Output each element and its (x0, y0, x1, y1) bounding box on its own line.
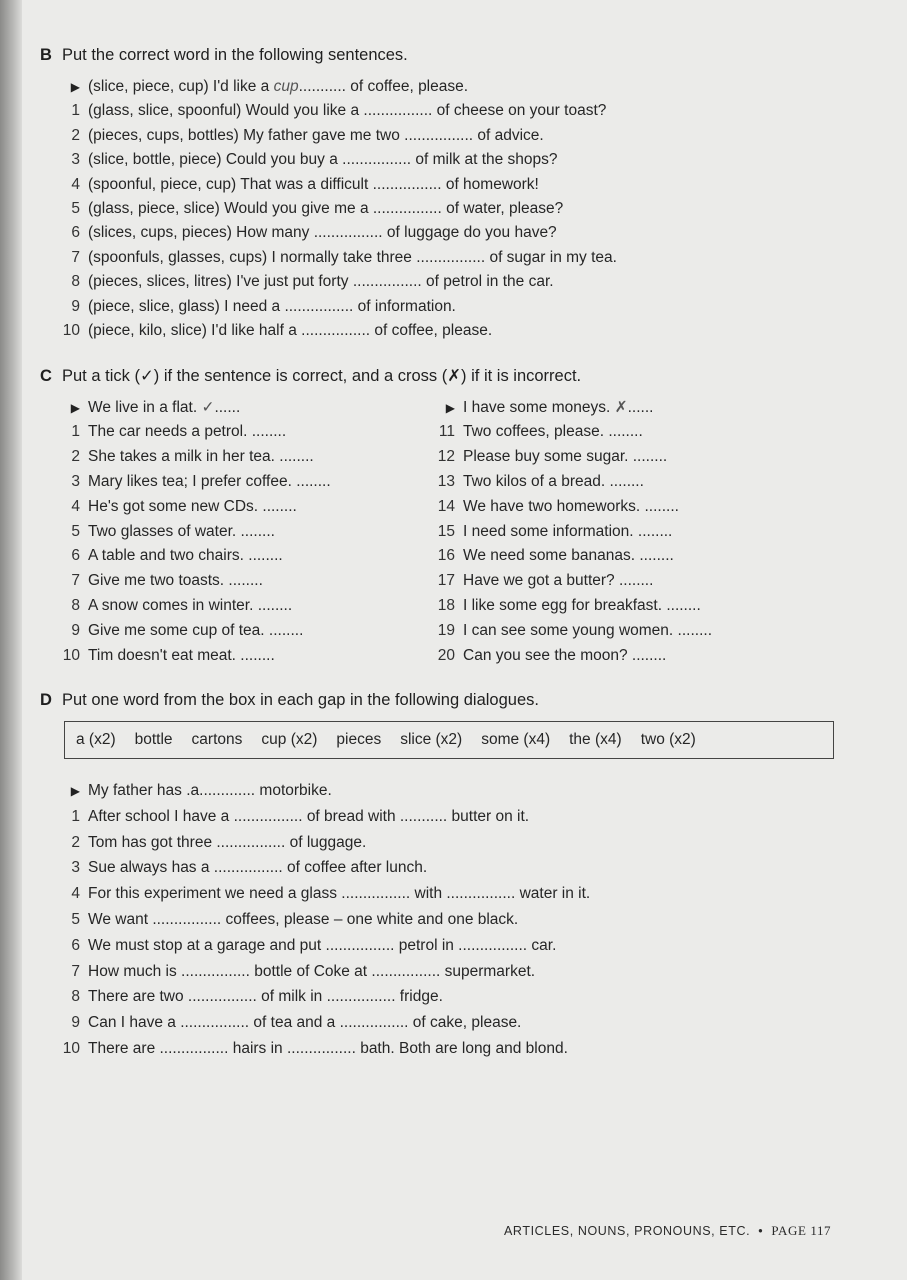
page-number: PAGE 117 (771, 1223, 832, 1238)
item-number: 6 (71, 547, 80, 565)
item-number: 13 (437, 472, 455, 490)
answer-gap: ........ (248, 547, 283, 565)
statement-text: Give me some cup of tea. (88, 622, 269, 640)
box-word: a (x2) (76, 731, 116, 748)
example-statement (433, 398, 653, 417)
statement-item (433, 597, 701, 615)
cross-mark-icon: ✗ (614, 399, 628, 416)
statement-text: Two glasses of water. (88, 522, 241, 540)
dialogue-text: For this experiment we need a glass ................ with ................ water in it. (88, 885, 591, 903)
sentence-rest: of cheese on your toast? (432, 102, 607, 120)
dialogue-item (58, 911, 518, 929)
statement-text: She takes a milk in her tea. (88, 447, 280, 465)
statement-item (58, 622, 303, 640)
box-word: some (x4) (481, 731, 551, 748)
item-number: 3 (71, 151, 80, 169)
answer-gap: ........ (228, 572, 263, 590)
item-number: 14 (437, 497, 455, 515)
dialogue-item (58, 808, 529, 826)
answer-gap: ................ (416, 248, 486, 266)
answer-gap: ........ (639, 547, 674, 565)
dialogue-text: Tom has got three ................ of luggage. (88, 833, 367, 851)
answer-gap: ................ (301, 322, 371, 339)
dialogue-text: Sue always has a ................ of coffee after lunch. (88, 859, 428, 877)
item-number: 1 (71, 102, 80, 120)
statement-text: We have two homeworks. (463, 497, 645, 515)
answer-gap: ................ (372, 175, 442, 193)
sentence-text: (slice, piece, cup) I'd like a (88, 78, 274, 95)
sentence-text: (piece, slice, glass) I need a (88, 297, 285, 315)
item-number: 2 (71, 447, 80, 465)
item-number: 20 (437, 647, 455, 664)
answer-gap: ........ (240, 647, 275, 664)
workbook-page (22, 0, 907, 1280)
exercise-sentence (58, 151, 558, 169)
section-b-letter: B (40, 46, 52, 64)
example-arrow-icon: ▶ (445, 401, 455, 415)
dialogue-text: How much is ................ bottle of Coke at ................ supermarket. (88, 962, 536, 980)
exercise-sentence (58, 224, 557, 242)
box-word: bottle (134, 731, 173, 748)
statement-item (433, 572, 653, 590)
answer-gap: ........ (631, 647, 667, 664)
section-c-title: Put a tick (✓) if the sentence is correct, and a cross (✗) if it is incorrect. (62, 367, 582, 385)
exercise-sentence (58, 176, 539, 194)
sentence-rest: of milk at the shops? (411, 151, 558, 169)
dialogue-item (58, 1014, 521, 1032)
item-number: 3 (71, 472, 80, 490)
dialogue-text: We must stop at a garage and put ................ petrol in ................ car. (88, 936, 557, 954)
sentence-text: (glass, slice, spoonful) Would you like a (88, 102, 364, 120)
item-number: 1 (71, 422, 80, 440)
sentence-rest: of homework! (441, 175, 539, 193)
statement-item (433, 622, 712, 640)
statement-item (58, 597, 292, 615)
item-number: 10 (62, 1040, 80, 1057)
box-word: slice (x2) (400, 731, 463, 748)
answer-gap: ........... (298, 78, 346, 95)
statement-text: I need some information. (463, 522, 638, 540)
statement-item (433, 523, 672, 541)
sentence-rest: of information. (353, 297, 456, 315)
answer-gap: ........ (257, 597, 293, 615)
dialogue-text: After school I have a ................ of bread with ........... butter on it. (88, 807, 530, 825)
item-number: 15 (437, 522, 455, 540)
item-number: 9 (71, 297, 80, 315)
statement-item (433, 473, 644, 491)
exercise-sentence (58, 298, 456, 316)
example-arrow-icon: ▶ (70, 784, 80, 798)
answer-gap: ........ (268, 622, 304, 640)
sentence-rest: of coffee, please. (370, 322, 493, 339)
item-number: 3 (71, 859, 80, 877)
sentence-rest: of advice. (473, 126, 544, 144)
sentence-text: (spoonful, piece, cup) That was a difficult (88, 175, 373, 193)
answer-gap: ........ (296, 472, 331, 490)
statement-item (58, 448, 314, 466)
box-word: cup (x2) (261, 731, 318, 748)
item-number: 5 (71, 200, 80, 217)
item-number: 4 (71, 497, 80, 515)
statement-text: Give me two toasts. (88, 572, 229, 590)
statement-item (58, 473, 331, 491)
item-number: 12 (437, 447, 455, 465)
sentence-text: (pieces, slices, litres) I've just put forty (88, 273, 353, 291)
sentence-text: (piece, kilo, slice) I'd like half a (88, 322, 302, 339)
exercise-sentence (58, 249, 617, 267)
item-number: 1 (71, 807, 80, 825)
example-statement (58, 398, 240, 417)
item-number: 4 (71, 885, 80, 903)
sentence-rest: of coffee, please. (345, 78, 469, 95)
answer-gap: ................ (284, 297, 354, 315)
dialogue-text: There are ................ hairs in ................ bath. Both are long and blond. (88, 1040, 568, 1057)
statement-item (433, 547, 674, 565)
statement-item (58, 423, 286, 441)
item-number: 6 (71, 224, 80, 242)
item-number: 5 (71, 522, 80, 540)
item-number: 10 (62, 647, 80, 664)
dialogue-item (58, 937, 556, 955)
item-number: 8 (71, 988, 80, 1006)
dialogue-text: My father has .a............. motorbike. (88, 782, 332, 799)
handwritten-answer: cup (273, 78, 299, 95)
statement-text: Have we got a butter? (463, 572, 619, 590)
statement-item (433, 423, 643, 441)
answer-gap: ........ (677, 622, 712, 640)
dialogue-text: Can I have a ................ of tea and a ................ of cake, please. (88, 1014, 522, 1032)
answer-gap: ........ (609, 472, 644, 490)
answer-gap: ........ (632, 447, 668, 465)
statement-item (58, 523, 275, 541)
answer-gap: ................ (404, 126, 474, 144)
sentence-text: (slice, bottle, piece) Could you buy a (88, 151, 343, 169)
answer-gap: ................ (313, 224, 383, 242)
example-sentence (58, 78, 468, 96)
answer-gap: ...... (214, 399, 241, 416)
statement-text: Please buy some sugar. (463, 447, 633, 465)
item-number: 11 (438, 422, 455, 440)
sentence-text: (slices, cups, pieces) How many (88, 224, 314, 242)
statement-text: We live in a flat. (88, 399, 202, 416)
box-word: two (x2) (640, 731, 696, 748)
statement-text: Mary likes tea; I prefer coffee. (88, 472, 297, 490)
sentence-text: (glass, piece, slice) Would you give me a (88, 200, 373, 217)
answer-gap: ........ (279, 447, 314, 465)
exercise-sentence (58, 322, 492, 340)
statement-text: I like some egg for breakfast. (463, 597, 667, 615)
dialogue-text: There are two ................ of milk in ................ fridge. (88, 988, 443, 1006)
page-footer (504, 1223, 831, 1239)
tick-mark-icon: ✓ (201, 399, 215, 416)
statement-item (58, 547, 283, 565)
item-number: 2 (71, 833, 80, 851)
section-d-heading (40, 691, 539, 710)
statement-item (58, 647, 275, 665)
box-word: pieces (336, 731, 382, 748)
section-c-letter: C (40, 367, 52, 385)
sentence-rest: of sugar in my tea. (485, 248, 617, 266)
page-binding-edge (0, 0, 22, 1280)
exercise-sentence (58, 200, 563, 218)
sentence-text: (pieces, cups, bottles) My father gave me two (88, 126, 405, 144)
item-number: 4 (71, 175, 80, 193)
item-number: 17 (437, 572, 455, 590)
answer-gap: ........ (262, 497, 297, 515)
item-number: 10 (62, 322, 80, 339)
sentence-text: (spoonfuls, glasses, cups) I normally take three (88, 248, 417, 266)
exercise-sentence (58, 102, 606, 120)
footer-bullet: • (758, 1224, 764, 1238)
statement-text: Can you see the moon? (463, 647, 632, 664)
dialogue-item (58, 834, 366, 852)
answer-gap: ................ (372, 200, 442, 217)
item-number: 9 (71, 1014, 80, 1032)
statement-item (433, 498, 679, 516)
answer-gap: ................ (342, 151, 412, 169)
dialogue-text: We want ................ coffees, please – one white and one black. (88, 911, 519, 928)
item-number: 6 (71, 936, 80, 954)
answer-gap: ........ (608, 422, 643, 440)
sentence-rest: of luggage do you have? (382, 224, 557, 242)
statement-text: A table and two chairs. (88, 547, 249, 565)
statement-text: A snow comes in winter. (88, 597, 258, 615)
dialogue-item (58, 1040, 568, 1058)
sentence-rest: of petrol in the car. (421, 273, 554, 291)
answer-gap: ........ (251, 422, 287, 440)
answer-gap: ................ (363, 102, 433, 120)
item-number: 5 (71, 911, 80, 928)
word-box (64, 721, 834, 759)
statement-text: Two kilos of a bread. (463, 472, 610, 490)
box-word: the (x4) (569, 731, 622, 748)
exercise-sentence (58, 127, 544, 145)
statement-item (58, 572, 263, 590)
statement-text: Two coffees, please. (463, 422, 609, 440)
answer-gap: ........ (644, 497, 679, 515)
sentence-rest: of water, please? (441, 200, 564, 217)
example-dialogue (58, 782, 332, 800)
item-number: 7 (71, 248, 80, 266)
answer-gap: ........ (240, 522, 275, 540)
statement-text: He's got some new CDs. (88, 497, 263, 515)
statement-item (433, 647, 666, 665)
section-b-title: Put the correct word in the following sentences. (62, 46, 408, 64)
statement-text: We need some bananas. (463, 547, 640, 565)
section-c-heading (40, 366, 581, 386)
answer-gap: ........ (637, 522, 673, 540)
statement-item (58, 498, 297, 516)
example-arrow-icon: ▶ (70, 401, 80, 415)
dialogue-item (58, 963, 535, 981)
answer-gap: ........ (666, 597, 701, 615)
answer-gap: ...... (627, 399, 654, 416)
item-number: 16 (437, 547, 455, 565)
item-number: 2 (71, 126, 80, 144)
item-number: 18 (437, 597, 455, 615)
footer-label: ARTICLES, NOUNS, PRONOUNS, ETC. (504, 1224, 751, 1238)
example-arrow-icon: ▶ (70, 80, 80, 94)
section-d-letter: D (40, 691, 52, 709)
item-number: 8 (71, 273, 80, 291)
statement-text: I can see some young women. (463, 622, 678, 640)
section-b-heading (40, 46, 408, 65)
item-number: 19 (437, 622, 455, 640)
exercise-sentence (58, 273, 554, 291)
item-number: 7 (71, 962, 80, 980)
statement-item (433, 448, 667, 466)
item-number: 9 (71, 622, 80, 640)
answer-gap: ................ (352, 273, 422, 291)
dialogue-item (58, 859, 427, 877)
item-number: 8 (71, 597, 80, 615)
statement-text: I have some moneys. (463, 399, 615, 416)
dialogue-item (58, 988, 443, 1006)
statement-text: Tim doesn't eat meat. (88, 647, 241, 664)
answer-gap: ........ (618, 572, 654, 590)
item-number: 7 (71, 572, 80, 590)
dialogue-item (58, 885, 590, 903)
box-word: cartons (191, 731, 243, 748)
statement-text: The car needs a petrol. (88, 422, 252, 440)
section-d-title: Put one word from the box in each gap in the following dialogues. (62, 691, 539, 709)
